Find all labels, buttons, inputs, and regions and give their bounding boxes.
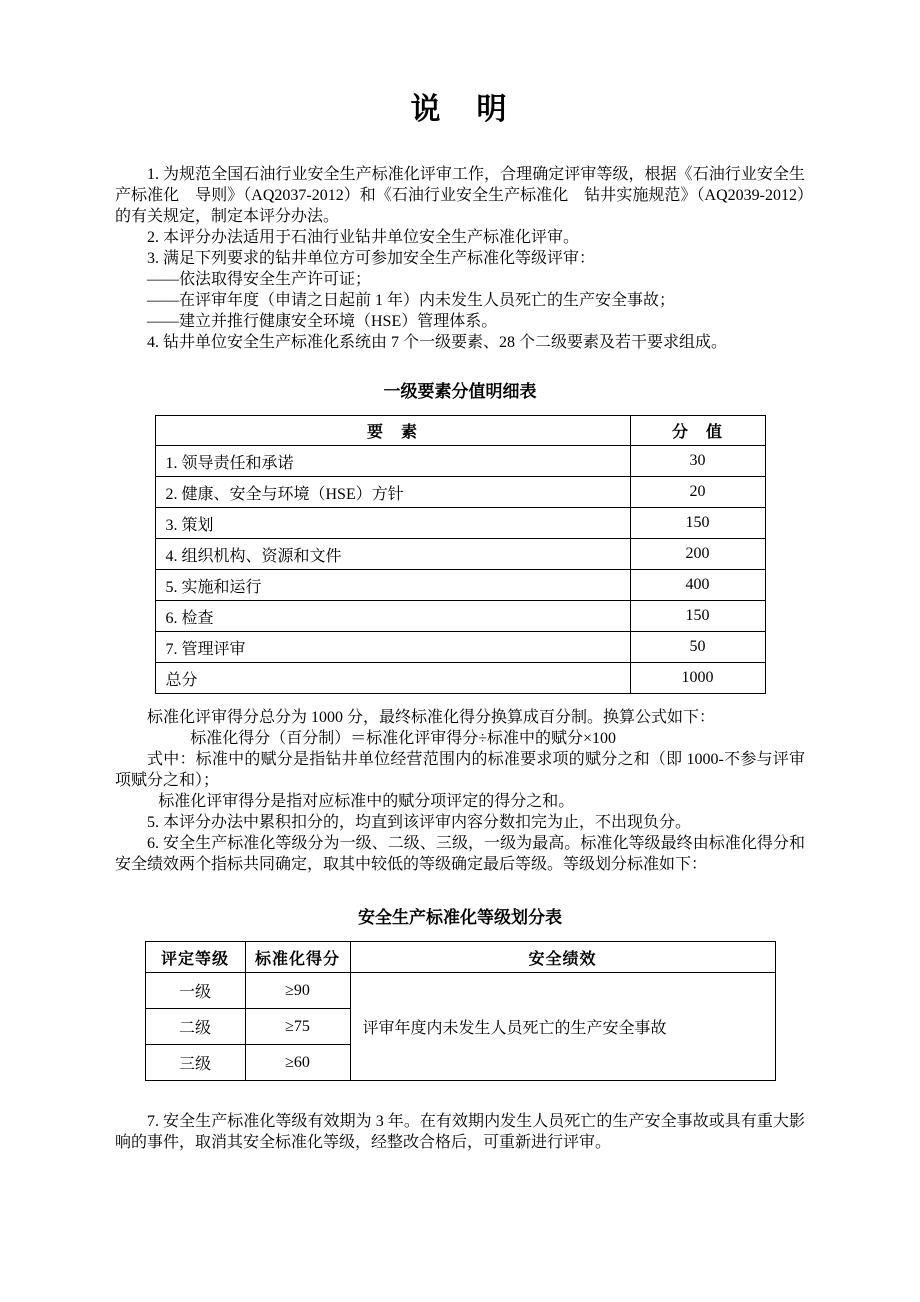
t1-row4-value: 200 <box>630 539 765 570</box>
scoring-explanation-block <box>115 707 805 875</box>
condition-line-hse: ——建立并推行健康安全环境（HSE）管理体系。 <box>147 313 498 330</box>
t1-row2-label: 2. 健康、安全与环境（HSE）方针 <box>155 477 630 508</box>
t2-score-2: ≥75 <box>245 1009 350 1045</box>
t1-header-score: 分 值 <box>630 416 765 446</box>
t2-score-1: ≥90 <box>245 973 350 1009</box>
paragraph-formula-definition-1: 式中：标准中的赋分是指钻井单位经营范围内的标准要求项的赋分之和（即 1000-不参与评审项赋分之和）； <box>115 751 805 789</box>
paragraph-deduction-rule: 5. 本评分办法中累积扣分的，均直到该评审内容分数扣完为止，不出现负分。 <box>147 814 692 831</box>
table-header-row <box>155 416 765 446</box>
table-row <box>155 601 765 632</box>
element-score-table <box>155 415 766 694</box>
t1-row7-value: 50 <box>630 632 765 663</box>
table-row <box>155 539 765 570</box>
table-row <box>155 477 765 508</box>
t1-row5-value: 400 <box>630 570 765 601</box>
table-row <box>145 973 775 1009</box>
t2-safety-performance-cell: 评审年度内未发生人员死亡的生产安全事故 <box>350 973 775 1081</box>
paragraph-formula-definition-2: 标准化评审得分是指对应标准中的赋分项评定的得分之和。 <box>158 793 575 810</box>
condition-line-license: ——依法取得安全生产许可证； <box>147 271 372 288</box>
table-row <box>155 508 765 539</box>
paragraph-applicability: 2. 本评分办法适用于石油行业钻井单位安全生产标准化评审。 <box>147 229 580 246</box>
grade-classification-table <box>145 941 776 1081</box>
t2-header-grade: 评定等级 <box>145 942 245 973</box>
paragraph-grade-rule: 6. 安全生产标准化等级分为一级、二级、三级，一级为最高。标准化等级最终由标准化得分和安全绩效两个指标共同确定，取其中较低的等级确定最后等级。等级划分标准如下： <box>115 835 805 873</box>
table2-title: 安全生产标准化等级划分表 <box>358 908 562 927</box>
t1-row4-label: 4. 组织机构、资源和文件 <box>155 539 630 570</box>
paragraph-purpose: 1. 为规范全国石油行业安全生产标准化评审工作，合理确定评审等级，根据《石油行业安全生产标准化 导则》（AQ2037-2012）和《石油行业安全生产标准化 钻井实施规范》（AQ2039-2012）的有关规定，制定本评分办法。 <box>115 166 805 225</box>
t1-row1-label: 1. 领导责任和承诺 <box>155 446 630 477</box>
t1-header-element: 要 素 <box>155 416 630 446</box>
t2-grade-1: 一级 <box>145 973 245 1009</box>
paragraph-requirements: 3. 满足下列要求的钻井单位方可参加安全生产标准化等级评审： <box>147 250 596 267</box>
t2-header-score: 标准化得分 <box>245 942 350 973</box>
t2-grade-3: 三级 <box>145 1045 245 1081</box>
t1-row2-value: 20 <box>630 477 765 508</box>
t1-row6-value: 150 <box>630 601 765 632</box>
t1-row3-label: 3. 策划 <box>155 508 630 539</box>
paragraph-validity-period: 7. 安全生产标准化等级有效期为 3 年。在有效期内发生人员死亡的生产安全事故或具有重大影响的事件，取消其安全标准化等级，经整改合格后，可重新进行评审。 <box>115 1113 805 1151</box>
condition-line-accident: ——在评审年度（申请之日起前 1 年）内未发生人员死亡的生产安全事故； <box>147 292 676 309</box>
t2-grade-2: 二级 <box>145 1009 245 1045</box>
document-title: 说 明 <box>410 93 510 126</box>
t1-row1-value: 30 <box>630 446 765 477</box>
table-row <box>155 570 765 601</box>
t2-header-performance: 安全绩效 <box>350 942 775 973</box>
table1-title: 一级要素分值明细表 <box>383 382 537 401</box>
t1-total-value: 1000 <box>630 663 765 694</box>
formula-line: 标准化得分（百分制）＝标准化评审得分÷标准中的赋分×100 <box>190 730 616 747</box>
paragraph-system-elements: 4. 钻井单位安全生产标准化系统由 7 个一级要素、28 个二级要素及若干要求组成。 <box>147 334 728 351</box>
t1-row3-value: 150 <box>630 508 765 539</box>
t2-score-3: ≥60 <box>245 1045 350 1081</box>
table-row <box>155 446 765 477</box>
paragraph-total-score: 标准化评审得分总分为 1000 分，最终标准化得分换算成百分制。换算公式如下： <box>147 709 716 726</box>
t1-row5-label: 5. 实施和运行 <box>155 570 630 601</box>
table-header-row <box>145 942 775 973</box>
t1-row6-label: 6. 检查 <box>155 601 630 632</box>
t1-row7-label: 7. 管理评审 <box>155 632 630 663</box>
table-row <box>155 632 765 663</box>
table-row <box>155 663 765 694</box>
t1-total-label: 总分 <box>155 663 630 694</box>
